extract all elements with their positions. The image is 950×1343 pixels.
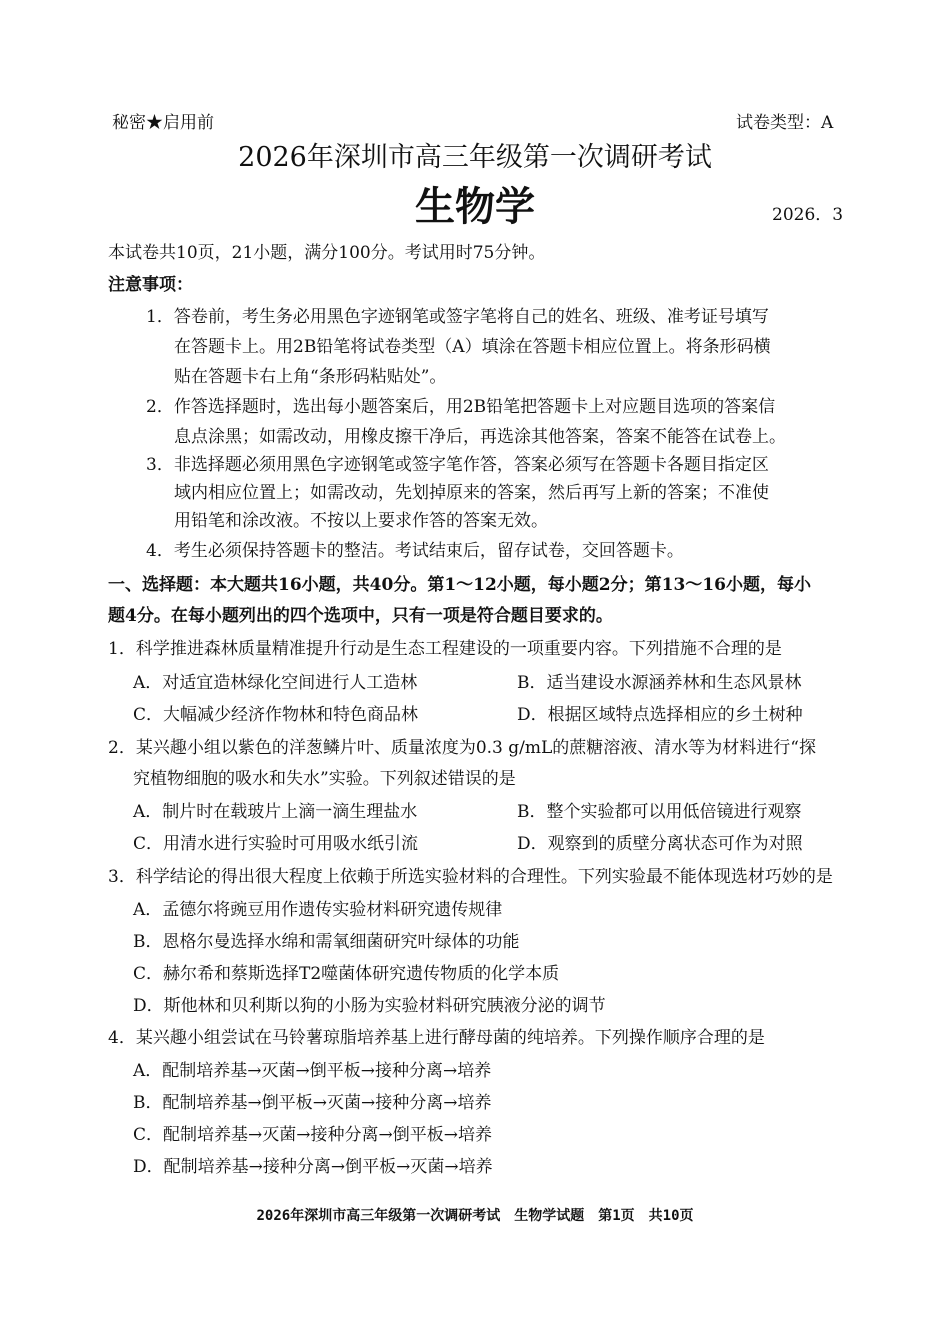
notice-line: 2．作答选择题时，选出每小题答案后，用2B铅笔把答题卡上对应题目选项的答案信 (146, 397, 776, 417)
notice-line: 贴在答题卡右上角“条形码粘贴处”。 (174, 367, 447, 387)
question-3-option-d: D．斯他林和贝利斯以狗的小肠为实验材料研究胰液分泌的调节 (133, 996, 606, 1016)
paper-type-label: 试卷类型：A (736, 113, 834, 133)
notice-line: 4．考生必须保持答题卡的整洁。考试结束后，留存试卷，交回答题卡。 (146, 541, 684, 561)
notice-line: 3．非选择题必须用黑色字迹钢笔或签字笔作答，答案必须写在答题卡各题目指定区 (146, 455, 769, 475)
question-1-option-d: D．根据区域特点选择相应的乡土树种 (517, 705, 803, 725)
question-4-stem: 4．某兴趣小组尝试在马铃薯琼脂培养基上进行酵母菌的纯培养。下列操作顺序合理的是 (108, 1028, 765, 1048)
secret-label: 秘密★启用前 (112, 113, 214, 133)
notice-line: 息点涂黑；如需改动，用橡皮擦干净后，再选涂其他答案，答案不能答在试卷上。 (174, 427, 786, 447)
question-2-option-c: C．用清水进行实验时可用吸水纸引流 (133, 834, 419, 854)
notice-line: 用铅笔和涂改液。不按以上要求作答的答案无效。 (174, 511, 548, 531)
question-1-option-a: A．对适宜造林绿化空间进行人工造林 (133, 673, 418, 693)
question-3-option-a: A．孟德尔将豌豆用作遗传实验材料研究遗传规律 (133, 900, 503, 920)
question-2-option-a: A．制片时在载玻片上滴一滴生理盐水 (133, 802, 418, 822)
question-3-option-c: C．赫尔希和蔡斯选择T2噬菌体研究遗传物质的化学本质 (133, 964, 560, 984)
question-3-stem: 3．科学结论的得出很大程度上依赖于所选实验材料的合理性。下列实验最不能体现选材巧妙的是 (108, 867, 833, 887)
question-4-option-b: B．配制培养基→倒平板→灭菌→接种分离→培养 (133, 1093, 492, 1113)
question-2-stem-cont: 究植物细胞的吸水和失水”实验。下列叙述错误的是 (133, 769, 516, 789)
question-1-option-c: C．大幅减少经济作物林和特色商品林 (133, 705, 419, 725)
exam-title: 2026年深圳市高三年级第一次调研考试 (238, 142, 712, 173)
notice-line: 在答题卡上。用2B铅笔将试卷类型（A）填涂在答题卡相应位置上。将条形码横 (174, 337, 771, 357)
section-heading-cont: 题4分。在每小题列出的四个选项中，只有一项是符合题目要求的。 (108, 606, 613, 626)
notice-line: 1．答卷前，考生务必用黑色字迹钢笔或签字笔将自己的姓名、班级、准考证号填写 (146, 307, 769, 327)
question-2-stem: 2．某兴趣小组以紫色的洋葱鳞片叶、质量浓度为0.3 g/mL的蔗糖溶液、清水等为材料进行“探 (108, 738, 816, 758)
notice-line: 域内相应位置上；如需改动，先划掉原来的答案，然后再写上新的答案；不准使 (174, 483, 769, 503)
question-1-stem: 1．科学推进森林质量精准提升行动是生态工程建设的一项重要内容。下列措施不合理的是 (108, 639, 782, 659)
question-3-option-b: B．恩格尔曼选择水绵和需氧细菌研究叶绿体的功能 (133, 932, 520, 952)
subject-title: 生物学 (415, 183, 535, 230)
intro-text: 本试卷共10页，21小题，满分100分。考试用时75分钟。 (108, 243, 546, 263)
question-4-option-a: A．配制培养基→灭菌→倒平板→接种分离→培养 (133, 1061, 492, 1081)
question-2-option-b: B．整个实验都可以用低倍镜进行观察 (517, 802, 802, 822)
section-heading: 一、选择题：本大题共16小题，共40分。第1～12小题，每小题2分；第13～16小题，每小 (108, 575, 811, 595)
page-footer: 2026年深圳市高三年级第一次调研考试 生物学试题 第1页 共10页 (256, 1208, 694, 1224)
question-4-option-d: D．配制培养基→接种分离→倒平板→灭菌→培养 (133, 1157, 493, 1177)
question-2-option-d: D．观察到的质壁分离状态可作为对照 (517, 834, 803, 854)
notice-heading: 注意事项： (108, 275, 193, 295)
question-4-option-c: C．配制培养基→灭菌→接种分离→倒平板→培养 (133, 1125, 492, 1145)
exam-date: 2026．3 (772, 205, 844, 225)
question-1-option-b: B．适当建设水源涵养林和生态风景林 (517, 673, 802, 693)
